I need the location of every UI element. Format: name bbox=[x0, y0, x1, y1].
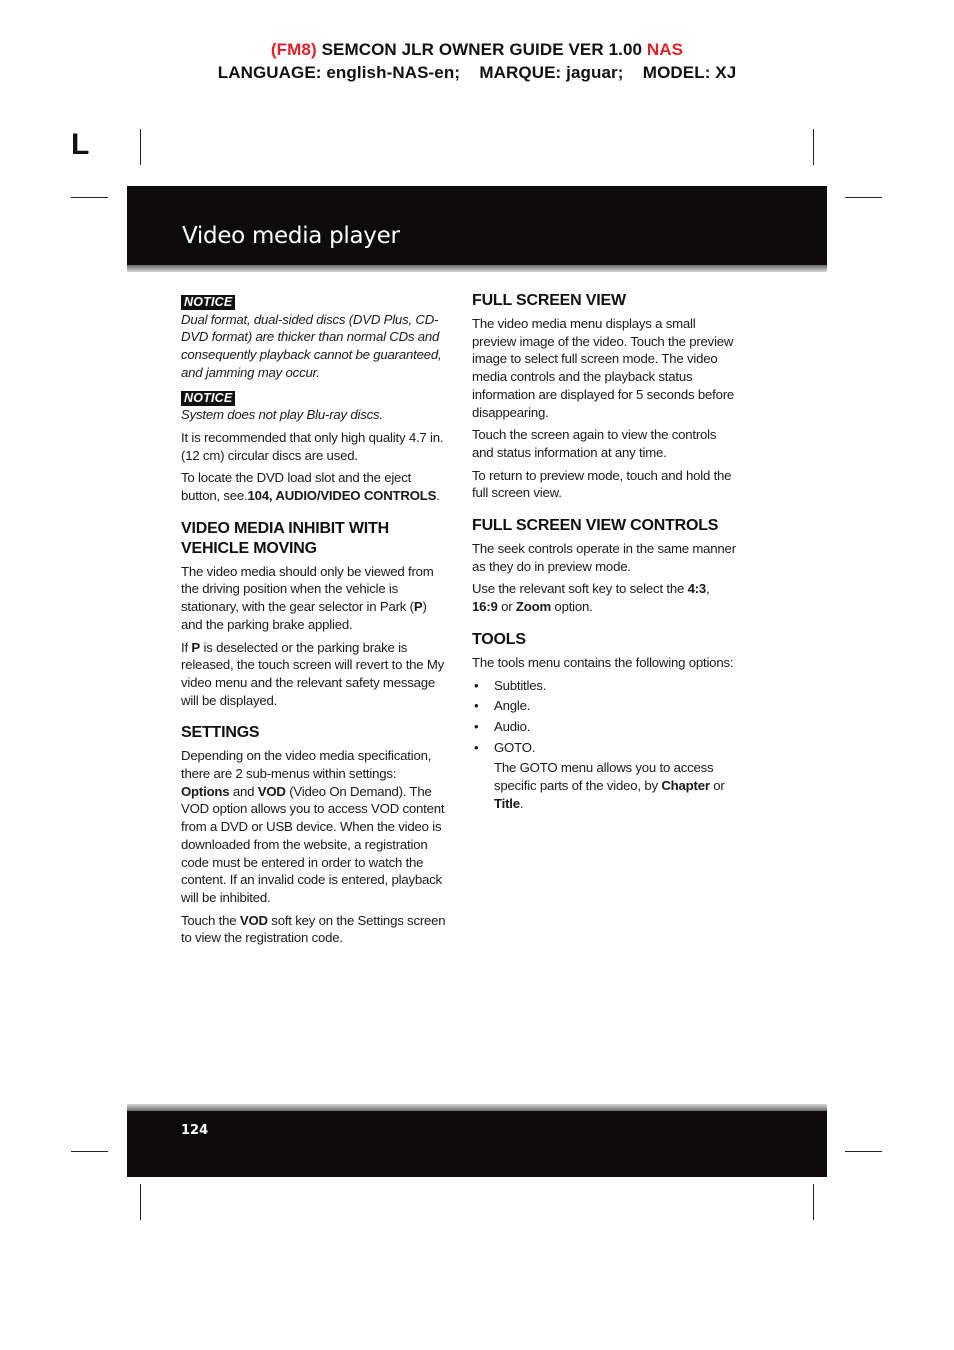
document-header-line2: LANGUAGE: english-NAS-en; MARQUE: jaguar; MODEL: XJ bbox=[217, 63, 737, 82]
crop-mark bbox=[140, 1184, 141, 1220]
crop-mark bbox=[140, 129, 141, 165]
notice-badge: NOTICE bbox=[181, 295, 235, 310]
list-item: • Subtitles. bbox=[474, 677, 547, 693]
body-paragraph: The video media should only be viewed from the driving position when the vehicle is stationary, with the gear selector in Park (P) and the parking brake applied. bbox=[181, 563, 434, 632]
body-paragraph: If P is deselected or the parking brake is released, the touch screen will revert to the My video menu and the relevant safety message will be displayed. bbox=[181, 639, 445, 708]
section-settings bbox=[181, 723, 447, 947]
notice-badge: NOTICE bbox=[181, 391, 235, 406]
crop-mark bbox=[813, 1184, 814, 1220]
body-paragraph: Depending on the video media specification, there are 2 sub-menus within settings: Options and VOD (Video On Demand). The VOD option allows you to access VOD content from a DVD or USB device. When the video is downloaded from the website, a registration code must be entered in order to watch the content. If an invalid code is entered, playback will be inhibited. bbox=[181, 748, 445, 905]
header-code: (FM8) bbox=[270, 40, 317, 59]
list-item: • Angle. bbox=[474, 698, 531, 714]
body-paragraph: The video media menu displays a small preview image of the video. Touch the preview image to select full screen mode. The video media controls and the playback status information are displayed for 5 seconds before disappearing. bbox=[472, 316, 735, 420]
section-full-screen-controls bbox=[472, 516, 738, 616]
bullet-icon: • bbox=[474, 677, 479, 693]
left-column bbox=[181, 291, 447, 952]
section-heading: FULL SCREEN VIEW CONTROLS bbox=[472, 517, 719, 535]
footer-sheen bbox=[127, 1104, 827, 1111]
body-paragraph: The tools menu contains the following options: bbox=[472, 654, 734, 670]
section-tools bbox=[472, 630, 738, 813]
cross-reference-link[interactable]: 104, AUDIO/VIDEO CONTROLS bbox=[247, 488, 437, 504]
corner-mark: L bbox=[71, 128, 90, 161]
section-heading: VIDEO MEDIA INHIBIT WITH VEHICLE MOVING bbox=[181, 519, 389, 557]
header-region: NAS bbox=[646, 40, 684, 59]
body-paragraph: To return to preview mode, touch and hold the full screen view. bbox=[472, 467, 732, 501]
crop-mark bbox=[845, 197, 882, 198]
crop-mark bbox=[813, 129, 814, 165]
page-number: 124 bbox=[181, 1123, 209, 1138]
list-item: • GOTO. bbox=[474, 739, 536, 755]
body-paragraph: Touch the VOD soft key on the Settings screen to view the registration code. bbox=[181, 912, 446, 946]
body-paragraph: It is recommended that only high quality 4.7 in. (12 cm) circular discs are used. bbox=[181, 429, 444, 463]
section-full-screen-view bbox=[472, 291, 738, 502]
crop-mark bbox=[71, 1151, 108, 1152]
right-column bbox=[472, 291, 738, 817]
section-heading: TOOLS bbox=[472, 630, 526, 648]
tools-list bbox=[472, 677, 738, 757]
page-title: Video media player bbox=[182, 223, 400, 249]
section-video-inhibit bbox=[181, 519, 447, 710]
notice-text: System does not play Blu-ray discs. bbox=[181, 407, 383, 423]
section-heading: FULL SCREEN VIEW bbox=[472, 292, 626, 309]
bullet-icon: • bbox=[474, 739, 479, 755]
body-paragraph: To locate the DVD load slot and the eject button, see.104, AUDIO/VIDEO CONTROLS. bbox=[181, 470, 440, 504]
list-item: • Audio. bbox=[474, 718, 531, 734]
notice-text: Dual format, dual-sided discs (DVD Plus, CD-DVD format) are thicker than normal CDs and consequently playback cannot be guaranteed, and jamming may occur. bbox=[181, 311, 442, 380]
banner-sheen bbox=[127, 265, 827, 272]
bullet-icon: • bbox=[474, 698, 479, 714]
body-paragraph: The seek controls operate in the same manner as they do in preview mode. bbox=[472, 541, 736, 574]
goto-note: The GOTO menu allows you to access specific parts of the video, by Chapter or Title. bbox=[494, 760, 725, 811]
bullet-icon: • bbox=[474, 718, 479, 734]
crop-mark bbox=[845, 1151, 882, 1152]
body-paragraph: Use the relevant soft key to select the 4:3, 16:9 or Zoom option. bbox=[472, 581, 710, 615]
header-title: SEMCON JLR OWNER GUIDE VER 1.00 bbox=[321, 40, 643, 59]
section-banner bbox=[127, 186, 827, 272]
section-heading: SETTINGS bbox=[181, 724, 260, 742]
crop-mark bbox=[71, 197, 108, 198]
document-header-line1 bbox=[0, 40, 954, 60]
body-paragraph: Touch the screen again to view the controls and status information at any time. bbox=[472, 427, 717, 460]
page-footer bbox=[127, 1104, 827, 1177]
